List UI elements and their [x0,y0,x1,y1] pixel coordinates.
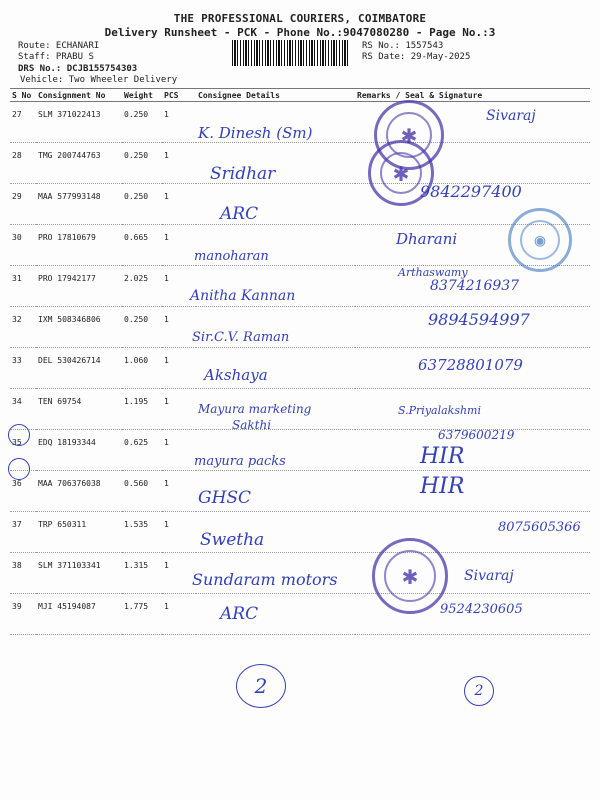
table-row [10,225,590,266]
vehicle-label: Vehicle: Two Wheeler Delivery [20,75,178,85]
sno: 33 [10,348,36,389]
pcs: 1 [162,307,196,348]
sno: 29 [10,184,36,225]
sno: 36 [10,471,36,512]
pcs: 1 [162,430,196,471]
sno: 35 [10,430,36,471]
motors-seal-icon: ✱ [372,538,448,614]
handwritten-remark: 6379600219 [438,428,515,442]
row-circle-mark [8,458,30,480]
handwritten-consignee: K. Dinesh (Sm) [198,124,313,142]
consignment-no: IXM 508346806 [36,307,122,348]
rs-number: RS No.: 1557543 [362,41,444,51]
handwritten-consignee: Mayura marketing [198,402,312,416]
sno: 32 [10,307,36,348]
row-circle-mark [8,424,30,446]
weight: 1.195 [122,389,162,430]
weight: 1.060 [122,348,162,389]
consignment-no: TRP 650311 [36,512,122,553]
weight: 0.250 [122,307,162,348]
handwritten-remark: S.Priyalakshmi [398,404,482,417]
weight: 2.025 [122,266,162,307]
consignment-no: SLM 371103341 [36,553,122,594]
weight: 0.250 [122,143,162,184]
col-pcs: PCS [162,89,196,102]
pcs: 1 [162,184,196,225]
weight: 0.250 [122,102,162,143]
consignment-no: TEN 69754 [36,389,122,430]
weight: 1.775 [122,594,162,635]
handwritten-remark: 8075605366 [498,520,581,535]
rs-date: RS Date: 29-May-2025 [362,52,471,62]
sno: 27 [10,102,36,143]
sno: 39 [10,594,36,635]
handwritten-remark: 9842297400 [420,182,522,201]
handwritten-remark: Arthaswamy [398,266,468,279]
col-weight: Weight [122,89,162,102]
pcs: 1 [162,225,196,266]
handwritten-remark: 8374216937 [430,278,520,294]
consignment-no: MAA 706376038 [36,471,122,512]
handwritten-consignee: manoharan [194,249,269,264]
consignment-no: DEL 530426714 [36,348,122,389]
sno: 34 [10,389,36,430]
route-label: Route: ECHANARI [18,41,100,51]
pcs: 1 [162,512,196,553]
consignment-no: PRO 17810679 [36,225,122,266]
sno: 28 [10,143,36,184]
staff-label: Staff: PRABU S [18,52,94,62]
col-consignment: Consignment No [36,89,122,102]
weight: 0.250 [122,184,162,225]
table-header-row [10,89,590,102]
consignment-no: TMG 200744763 [36,143,122,184]
handwritten-remark: Sivaraj [464,568,514,584]
handwritten-consignee: ARC [220,204,259,224]
handwritten-remark: 9894594997 [428,310,530,329]
handwritten-remark: Sivaraj [486,108,536,124]
col-consignee: Consignee Details [196,89,355,102]
handwritten-remark: 63728801079 [418,356,523,374]
handwritten-consignee: Swetha [200,530,265,550]
handwritten-remark: HIR [420,444,465,469]
pcs: 1 [162,348,196,389]
handwritten-consignee: Sundaram motors [192,570,338,589]
circled-number: 2 [236,664,286,708]
handwritten-consignee: Akshaya [204,366,268,384]
barcode [232,40,350,66]
weight: 0.625 [122,430,162,471]
handwritten-consignee: Sridhar [210,164,276,184]
remarks-cell [355,471,590,512]
table-row [10,471,590,512]
sno: 30 [10,225,36,266]
weight: 0.560 [122,471,162,512]
pcs: 1 [162,102,196,143]
handwritten-consignee: Anitha Kannan [190,288,296,304]
pcs: 1 [162,553,196,594]
pcs: 1 [162,266,196,307]
consignment-no: EDQ 18193344 [36,430,122,471]
drs-number: DRS No.: DCJB155754303 [18,64,138,74]
company-title: THE PROFESSIONAL COURIERS, COIMBATORE [173,12,427,25]
sno: 37 [10,512,36,553]
handwritten-remark: HIR [420,474,465,499]
weight: 0.665 [122,225,162,266]
consignment-no: MJI 45194087 [36,594,122,635]
pcs: 1 [162,471,196,512]
handwritten-remark: 9524230605 [440,602,523,617]
handwritten-consignee: GHSC [198,488,252,508]
motors-seal-icon: ✱ [368,140,434,206]
weight: 1.535 [122,512,162,553]
handwritten-remark: Dharani [396,230,458,248]
handwritten-consignee: Sir.C.V. Raman [192,330,290,345]
motors-seal-icon: ✱ [374,100,444,170]
consignment-no: PRO 17942177 [36,266,122,307]
sno: 38 [10,553,36,594]
round-seal-icon: ◉ [508,208,572,272]
col-remarks: Remarks / Seal & Signature [355,89,590,102]
pcs: 1 [162,594,196,635]
runsheet-subtitle: Delivery Runsheet - PCK - Phone No.:9047080280 - Page No.:3 [104,26,496,39]
weight: 1.315 [122,553,162,594]
handwritten-consignee: mayura packs [194,454,286,469]
handwritten-consignee: ARC [220,604,259,624]
pcs: 1 [162,143,196,184]
col-sno: S No [10,89,36,102]
handwritten-consignee: Sakthi [232,418,272,432]
consignment-no: SLM 371022413 [36,102,122,143]
consignment-no: MAA 577993148 [36,184,122,225]
circled-number: 2 [464,676,494,706]
table-row [10,143,590,184]
pcs: 1 [162,389,196,430]
sno: 31 [10,266,36,307]
